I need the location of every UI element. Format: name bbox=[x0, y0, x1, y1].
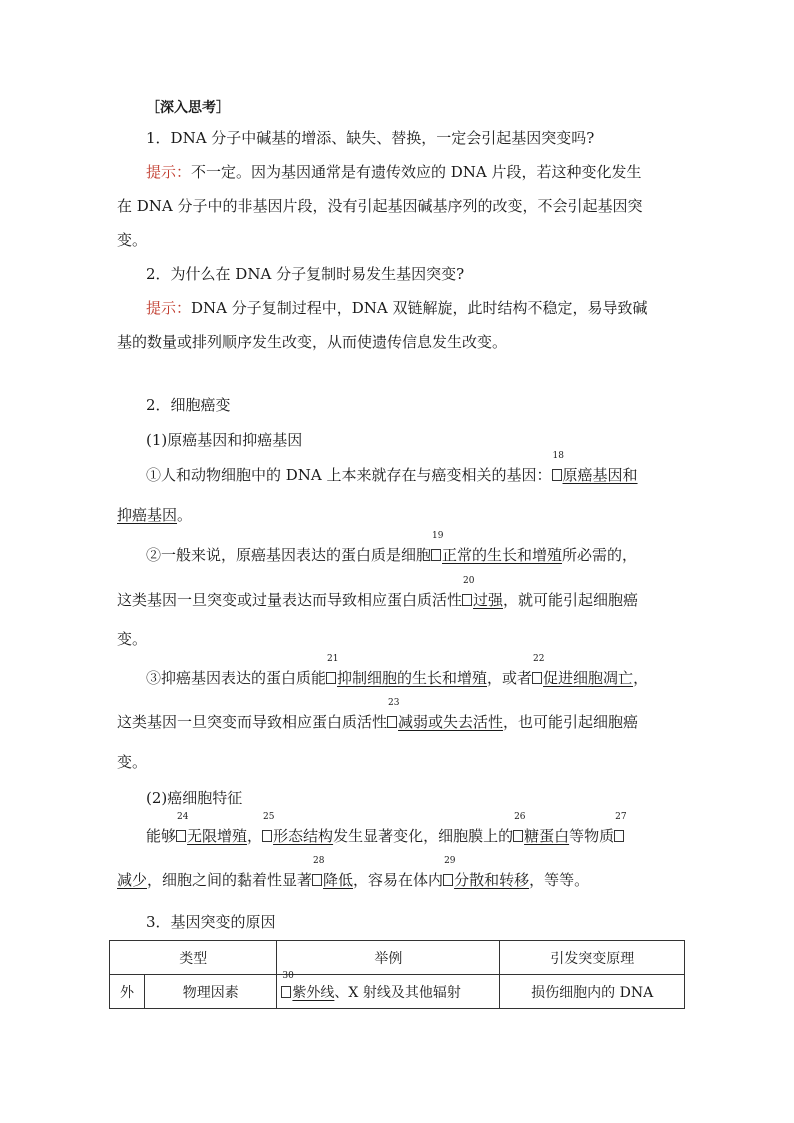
subsection-1-title: (1)原癌基因和抑癌基因 bbox=[146, 431, 303, 449]
blank-answer: 抑制细胞的生长和增殖 bbox=[337, 669, 488, 687]
checkbox-icon bbox=[431, 549, 441, 561]
text: ，等等。 bbox=[529, 871, 590, 889]
cell-principle: 损伤细胞内的 DNA bbox=[500, 975, 685, 1009]
blank-marker bbox=[552, 451, 564, 485]
paragraph-3-line-2 bbox=[117, 698, 639, 732]
blank-answer: 糖蛋白 bbox=[524, 827, 570, 845]
checkbox-icon bbox=[513, 830, 523, 842]
blank-marker bbox=[176, 812, 189, 846]
blank-marker bbox=[443, 856, 456, 890]
answer-text: DNA 分子复制过程中，DNA 双链解旋，此时结构不稳定，易导致碱 bbox=[191, 299, 648, 317]
text: ①人和动物细胞中的 DNA 上本来就存在与癌变相关的基因： bbox=[146, 466, 552, 484]
blank-answer: 抑癌基因 bbox=[117, 506, 178, 524]
text: 能够 bbox=[146, 827, 177, 845]
cell-factor: 物理因素 bbox=[145, 975, 277, 1009]
blank-number: 18 bbox=[552, 451, 564, 461]
section-2-title: 2．细胞癌变 bbox=[146, 396, 231, 414]
checkbox-icon bbox=[387, 716, 397, 728]
blank-number: 30 bbox=[282, 970, 294, 981]
paragraph-2-line-3: 变。 bbox=[117, 630, 148, 648]
blank-answer: 紫外线 bbox=[292, 984, 335, 1001]
header-principle: 引发突变原理 bbox=[500, 941, 685, 975]
blank-number: 24 bbox=[177, 812, 189, 822]
checkbox-icon bbox=[532, 672, 542, 684]
hint-label: 提示： bbox=[146, 299, 192, 317]
paragraph-4-line-2 bbox=[117, 856, 590, 890]
blank-marker bbox=[262, 812, 275, 846]
blank-number: 21 bbox=[327, 654, 339, 664]
blank-marker bbox=[387, 698, 400, 732]
text: 这类基因一旦突变而导致相应蛋白质活性 bbox=[117, 713, 388, 731]
text: ， bbox=[633, 669, 649, 687]
header-type: 类型 bbox=[110, 941, 277, 975]
header-example: 举例 bbox=[277, 941, 500, 975]
blank-answer: 形态结构 bbox=[273, 827, 334, 845]
blank-answer: 减少 bbox=[117, 871, 148, 889]
text: ，就可能引起细胞癌 bbox=[503, 591, 639, 609]
section-3-title: 3．基因突变的原因 bbox=[146, 913, 276, 931]
blank-marker bbox=[281, 970, 294, 1001]
blank-answer: 过强 bbox=[473, 591, 504, 609]
checkbox-icon bbox=[552, 469, 562, 481]
checkbox-icon bbox=[281, 986, 291, 998]
paragraph-1-line-2 bbox=[117, 505, 192, 525]
checkbox-icon bbox=[176, 830, 186, 842]
blank-number: 25 bbox=[263, 812, 275, 822]
blank-number: 23 bbox=[388, 698, 400, 708]
paragraph-4-line-1 bbox=[146, 812, 627, 846]
section-heading: ［深入思考］ bbox=[146, 100, 230, 116]
question-1: 1．DNA 分子中碱基的增添、缺失、替换，一定会引起基因突变吗? bbox=[146, 129, 595, 147]
answer-1-line-3: 变。 bbox=[117, 231, 148, 249]
paragraph-1-line-1 bbox=[146, 451, 638, 485]
blank-number: 28 bbox=[313, 856, 325, 866]
text: ，也可能引起细胞癌 bbox=[503, 713, 639, 731]
answer-text: 不一定。因为基因通常是有遗传效应的 DNA 片段，若这种变化发生 bbox=[191, 163, 642, 181]
blank-marker bbox=[431, 531, 444, 565]
blank-marker bbox=[312, 856, 325, 890]
answer-2-line-1 bbox=[146, 298, 648, 318]
checkbox-icon bbox=[443, 874, 453, 886]
cell-category: 外 bbox=[110, 975, 145, 1009]
paragraph-3-line-1 bbox=[146, 654, 649, 688]
answer-1-line-2: 在 DNA 分子中的非基因片段，没有引起基因碱基序列的改变，不会引起基因突 bbox=[117, 197, 643, 215]
blank-answer: 促进细胞凋亡 bbox=[543, 669, 634, 687]
text: ②一般来说，原癌基因表达的蛋白质是细胞 bbox=[146, 546, 432, 564]
answer-2-line-2: 基的数量或排列顺序发生改变，从而使遗传信息发生改变。 bbox=[117, 333, 508, 351]
blank-marker bbox=[614, 812, 627, 846]
blank-marker bbox=[513, 812, 526, 846]
blank-answer: 降低 bbox=[323, 871, 354, 889]
blank-marker bbox=[326, 654, 339, 688]
checkbox-icon bbox=[312, 874, 322, 886]
answer-1-line-1 bbox=[146, 162, 642, 182]
text: ，或者 bbox=[487, 669, 533, 687]
text: ，细胞之间的黏着性显著 bbox=[147, 871, 313, 889]
cell-example bbox=[277, 970, 500, 1009]
blank-marker bbox=[462, 576, 475, 610]
text: 等物质 bbox=[569, 827, 615, 845]
paragraph-2-line-2 bbox=[117, 576, 639, 610]
checkbox-icon bbox=[614, 830, 624, 842]
text: ， bbox=[247, 827, 263, 845]
blank-answer: 原癌基因和 bbox=[562, 466, 638, 484]
text: 这类基因一旦突变或过量表达而导致相应蛋白质活性 bbox=[117, 591, 463, 609]
checkbox-icon bbox=[462, 594, 472, 606]
mutation-causes-table bbox=[109, 940, 685, 1009]
blank-number: 22 bbox=[533, 654, 545, 664]
blank-answer: 正常的生长和增殖 bbox=[442, 546, 563, 564]
text: ，容易在体内 bbox=[353, 871, 444, 889]
blank-number: 19 bbox=[432, 531, 444, 541]
paragraph-3-line-3: 变。 bbox=[117, 753, 148, 771]
text: 、X 射线及其他辐射 bbox=[334, 984, 461, 1001]
blank-number: 29 bbox=[444, 856, 456, 866]
blank-number: 20 bbox=[463, 576, 475, 586]
hint-label: 提示： bbox=[146, 163, 192, 181]
text: ③抑癌基因表达的蛋白质能 bbox=[146, 669, 327, 687]
paragraph-2-line-1 bbox=[146, 531, 638, 565]
text: 所必需的， bbox=[562, 546, 638, 564]
table-header-row bbox=[110, 941, 685, 975]
blank-number: 27 bbox=[615, 812, 627, 822]
checkbox-icon bbox=[262, 830, 272, 842]
checkbox-icon bbox=[326, 672, 336, 684]
table-row bbox=[110, 975, 685, 1009]
text: 。 bbox=[177, 506, 193, 524]
blank-marker bbox=[532, 654, 545, 688]
subsection-2-title: (2)癌细胞特征 bbox=[146, 789, 243, 807]
question-2: 2．为什么在 DNA 分子复制时易发生基因突变? bbox=[146, 265, 465, 283]
blank-answer: 无限增殖 bbox=[187, 827, 248, 845]
blank-answer: 分散和转移 bbox=[454, 871, 530, 889]
text: 发生显著变化，细胞膜上的 bbox=[333, 827, 514, 845]
blank-number: 26 bbox=[514, 812, 526, 822]
blank-answer: 减弱或失去活性 bbox=[398, 713, 504, 731]
